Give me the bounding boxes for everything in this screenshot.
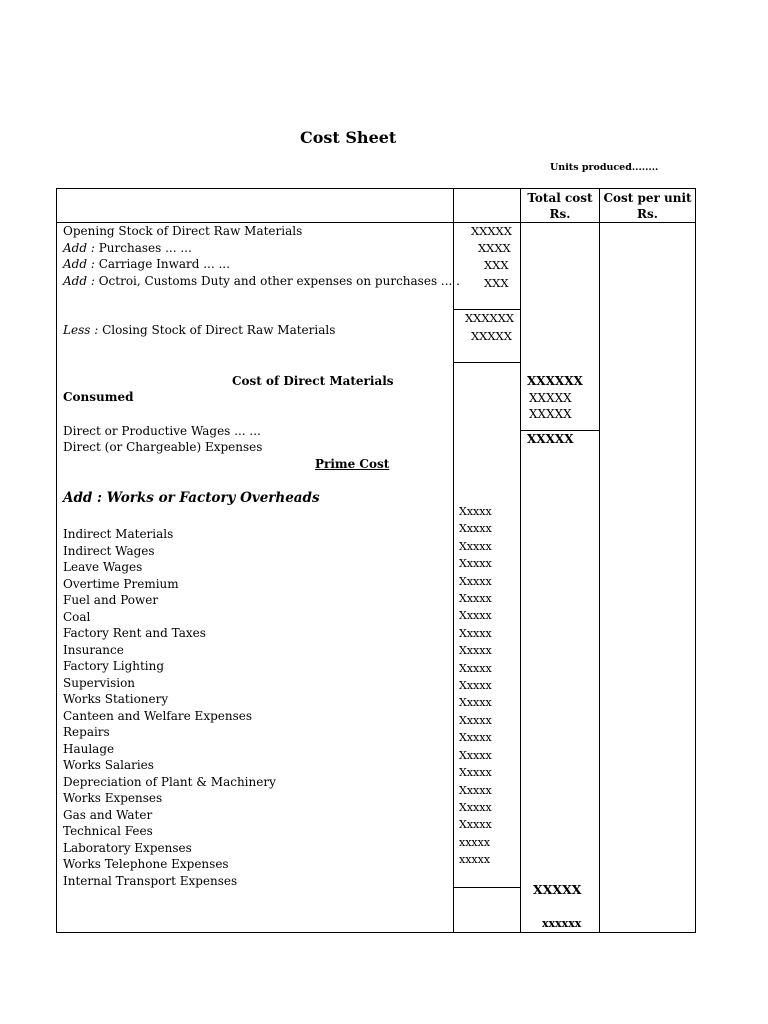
table-border-bottom	[56, 932, 696, 933]
overhead-value: Xxxxx	[459, 574, 492, 588]
overhead-item: Gas and Water	[63, 807, 153, 822]
overhead-item: Indirect Wages	[63, 543, 155, 558]
material-row-label: Opening Stock of Direct Raw Materials	[63, 224, 303, 238]
overhead-value: Xxxxx	[459, 539, 492, 553]
header-total-cost: Total cost Rs.	[527, 191, 593, 221]
materials-labels	[63, 223, 460, 289]
overhead-value: Xxxxx	[459, 818, 492, 832]
overhead-value: Xxxxx	[459, 783, 492, 797]
overhead-item: Factory Rent and Taxes	[63, 626, 206, 640]
overhead-item: Leave Wages	[63, 560, 143, 574]
overhead-value: Xxxxx	[459, 696, 492, 710]
material-value: XXXXX	[471, 224, 512, 238]
table-border-top	[56, 188, 696, 189]
overhead-values	[459, 503, 492, 869]
overhead-value: Xxxxx	[459, 609, 492, 623]
overhead-value: Xxxxx	[459, 661, 492, 675]
works-cost-total: xxxxxx	[542, 917, 582, 930]
overhead-value: Xxxxx	[459, 626, 492, 640]
overhead-value: Xxxxx	[459, 766, 492, 780]
overhead-item: Indirect Materials	[63, 527, 174, 541]
overhead-value: Xxxxx	[459, 557, 492, 571]
subtotal-line-4	[453, 887, 521, 888]
overhead-item: Repairs	[63, 725, 110, 739]
overhead-value: Xxxxx	[459, 592, 492, 606]
overhead-value: Xxxxx	[459, 644, 492, 658]
direct-wages-total: XXXXX	[529, 391, 572, 405]
overhead-value: Xxxxx	[459, 505, 492, 518]
overhead-value: xxxxx	[459, 853, 491, 867]
overhead-item: Factory Lighting	[63, 659, 165, 673]
less-closing-stock-value: XXXXX	[471, 329, 512, 343]
page-title: Cost Sheet	[300, 128, 397, 147]
overhead-item: Haulage	[63, 741, 115, 756]
overheads-heading: Add : Works or Factory Overheads	[63, 490, 320, 506]
overhead-item: Works Telephone Expenses	[63, 857, 229, 871]
overhead-item: Canteen and Welfare Expenses	[63, 708, 253, 723]
table-border-left	[56, 188, 57, 933]
subtotal-line-1	[453, 309, 521, 310]
overhead-item: Works Stationery	[63, 692, 169, 706]
subtotal-line-2	[453, 362, 521, 363]
overhead-value: Xxxxx	[459, 522, 492, 536]
overhead-item: Works Salaries	[63, 758, 154, 772]
overhead-item: Fuel and Power	[63, 593, 159, 607]
consumed-label: Consumed	[63, 390, 134, 404]
overhead-item: Supervision	[63, 675, 136, 690]
overhead-item: Internal Transport Expenses	[63, 873, 238, 888]
overhead-item: Laboratory Expenses	[63, 840, 192, 855]
overhead-value: Xxxxx	[459, 731, 492, 745]
prime-cost-total: XXXXX	[527, 432, 574, 446]
material-value: XXX	[484, 258, 509, 272]
header-cost-per-unit: Cost per unit Rs.	[603, 191, 692, 221]
less-closing-stock-label: Less : Closing Stock of Direct Raw Materials	[63, 323, 336, 337]
overhead-value: Xxxxx	[459, 748, 492, 762]
direct-expenses-total: XXXXX	[529, 407, 572, 421]
cost-direct-materials-label: Cost of Direct Materials	[232, 374, 394, 388]
overhead-value: Xxxxx	[459, 800, 492, 814]
table-border-right	[695, 188, 696, 933]
overhead-item: Depreciation of Plant & Machinery	[63, 774, 276, 789]
material-row-label: Add : Carriage Inward ... ...	[63, 257, 230, 271]
cost-direct-materials-total: XXXXXX	[527, 374, 583, 388]
column-divider-2	[520, 188, 521, 933]
overheads-total: XXXXX	[533, 882, 582, 897]
overhead-item: Insurance	[63, 642, 124, 657]
materials-subtotal: XXXXXX	[465, 311, 515, 325]
overhead-value: Xxxxx	[459, 679, 492, 693]
units-produced: Units produced........	[550, 162, 659, 173]
column-divider-1	[453, 188, 454, 933]
column-divider-3	[599, 188, 600, 933]
overhead-item: Works Expenses	[63, 791, 163, 805]
overhead-item: Coal	[63, 609, 91, 624]
material-value: XXXX	[478, 241, 511, 255]
prime-cost-label: Prime Cost	[315, 457, 390, 471]
overhead-value: xxxxx	[459, 835, 491, 849]
material-value: XXX	[484, 276, 509, 290]
overhead-labels	[63, 526, 276, 889]
overhead-item: Technical Fees	[63, 824, 153, 838]
overhead-item: Overtime Premium	[63, 576, 179, 591]
direct-wages-label: Direct or Productive Wages ... ...	[63, 424, 261, 438]
overhead-value: Xxxxx	[459, 713, 492, 727]
material-row-label: Add : Purchases ... ...	[63, 240, 192, 255]
material-row-label: Add : Octroi, Customs Duty and other expenses on purchases ... .	[63, 273, 460, 288]
direct-expenses-label: Direct (or Chargeable) Expenses	[63, 440, 263, 454]
